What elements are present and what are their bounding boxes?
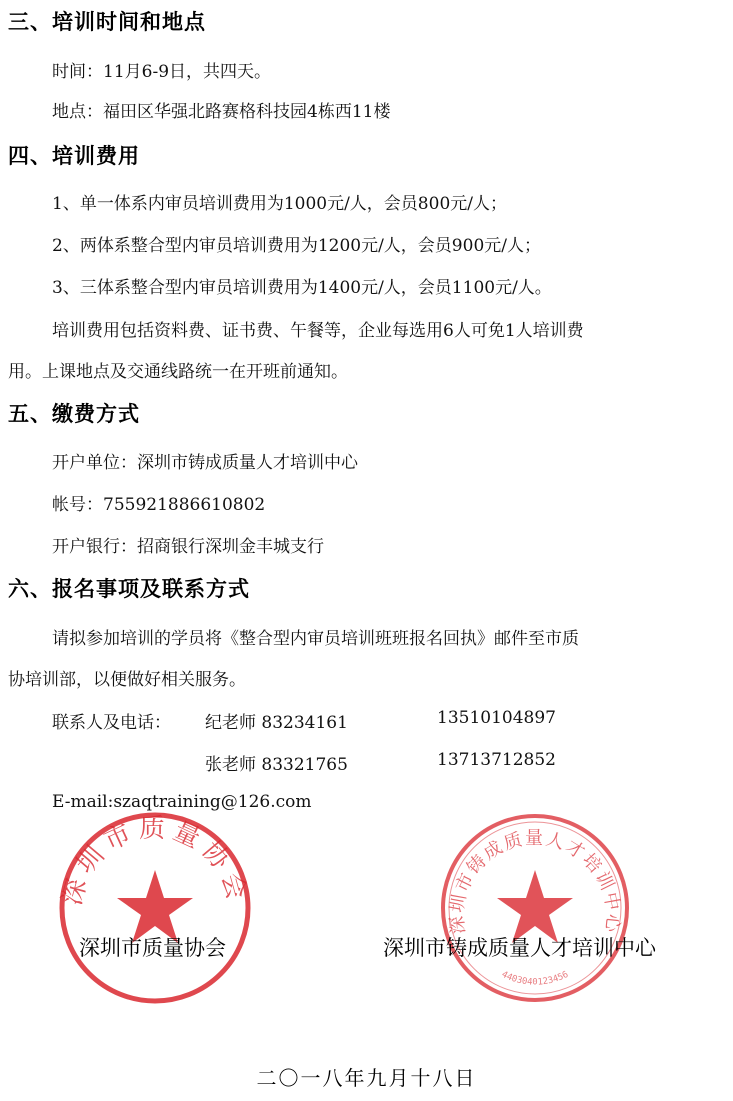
registration-para-line-1: 请拟参加培训的学员将《整合型内审员培训班班报名回执》邮件至市质 (52, 629, 579, 649)
email-text: E-mail:szaqtraining@126.com (52, 792, 312, 812)
fee-item-2: 2、两体系整合型内审员培训费用为1200元/人，会员900元/人； (52, 236, 541, 256)
section-heading-training-time: 三、培训时间和地点 (8, 10, 206, 34)
signature-org-1: 深圳市质量协会 (79, 936, 226, 960)
registration-para-line-2: 协培训部，以便做好相关服务。 (8, 670, 246, 690)
training-location-text: 地点：福田区华强北路赛格科技园4栋西11楼 (52, 102, 391, 122)
payee-text: 开户单位：深圳市铸成质量人才培训中心 (52, 453, 358, 473)
fee-item-1: 1、单一体系内审员培训费用为1000元/人，会员800元/人； (52, 194, 507, 214)
contact-1-name-phone: 纪老师 83234161 (205, 713, 348, 733)
section-heading-registration: 六、报名事项及联系方式 (8, 577, 250, 601)
fee-item-3: 3、三体系整合型内审员培训费用为1400元/人，会员1100元/人。 (52, 278, 552, 298)
seal-1-text: 深圳市质量协会 (57, 813, 253, 909)
signature-org-2: 深圳市铸成质量人才培训中心 (383, 936, 656, 960)
training-time-text: 时间：11月6-9日，共四天。 (52, 62, 272, 82)
contact-2-mobile: 13713712852 (437, 750, 556, 770)
section-heading-training-fees: 四、培训费用 (8, 144, 140, 168)
seal-2-code: 4403040123456 (499, 969, 571, 988)
section-heading-payment: 五、缴费方式 (8, 402, 140, 426)
svg-text:4403040123456 (500, 970, 570, 988)
contact-label: 联系人及电话： (52, 713, 171, 733)
fee-note-line-2: 用。上课地点及交通线路统一在开班前通知。 (8, 362, 348, 382)
seal-quality-association (55, 808, 255, 1008)
fee-note-line-1: 培训费用包括资料费、证书费、午餐等，企业每选用6人可免1人培训费 (52, 321, 584, 341)
contact-1-mobile: 13510104897 (437, 708, 556, 728)
contact-2-name-phone: 张老师 83321765 (205, 755, 348, 775)
document-date: 二〇一八年九月十八日 (256, 1066, 477, 1090)
seal-2-text: 深圳市铸成质量人才培训中心 (446, 828, 624, 936)
bank-text: 开户银行：招商银行深圳金丰城支行 (52, 537, 324, 557)
account-number-text: 帐号：755921886610802 (52, 495, 266, 515)
seal-training-center (435, 808, 635, 1008)
